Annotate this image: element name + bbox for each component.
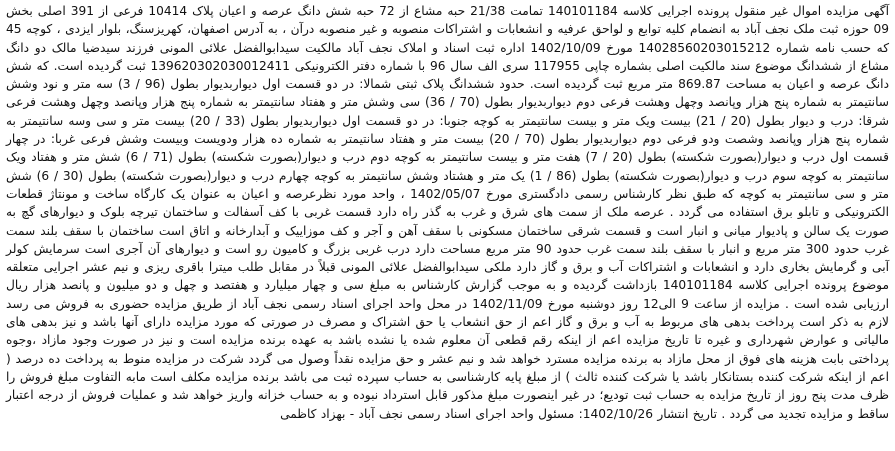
auction-notice-text: آگهی مزایده اموال غیر منقول پرونده اجرایی کلاسه 140101184 تمامت 21/38 حبه مشاع از 72 حبه شش دانگ عرصه و اعیان پلاک 10414 فرعی از 391 اصلی بخش 09 حوزه ثبت ملک نجف آباد به انضمام کلیه توابع و لواحق عرفیه و انشعابات و اشتراکات منصوبه و غیر منصوبه درآن ، به آدرس اصفهان، کهریزسنگ، بلوار ایزدی ، کوچه 45 که حسب نامه شماره 14028560203015212 مورخ 1402/10/09 اداره ثبت اسناد و املاک نجف آباد مالکیت سیدابوالفضل علائی المونی فرزند سیدضیا مالک دو دانگ مشاع از ششدانگ موضوع سند مالکیت اصلی بشماره چاپی 117955 سری الف سال 96 با شماره دفتر الکترونیکی 139620302030012411 ثبت گردیده است. که شش دانگ عرصه و اعیان به مساحت 869.87 متر مربع ثبت گردیده است. حدود ششدانگ پلاک ثبتی شمالا: در دو قسمت اول دیواربدیوار بطول (96 / 3) سه متر و نود وشش سانتیمتر به شماره پنج هزار وپانصد وچهل وهشت فرعی دوم دیواربدیوار بطول (70 / 36) سی وشش متر و هفتاد سانتیمتر به شماره پنج هزار وپانصد وچهل وهشت فرعی شرقا: درب و دیوار بطول (20 / 21) بیست ویک متر و بیست سانتیمتر به کوچه جنوبا: در دو قسمت اول دیواربدیوار بطول (33 / 20) بیست متر و سی وسه سانتیمتر به شماره پنج هزار وپانصد وشصت ودو فرعی دوم دیواربدیوار بطول (70 / 20) بیست متر و هفتاد سانتیمتر به شماره ده هزار ودویست وبیست وشش فرعی غربا: در چهار قسمت اول درب و دیوار(بصورت شکسته) بطول (20 / 7) هفت متر و بیست سانتیمتر به کوچه دوم درب و دیوار(بصورت شکسته) بطول (71 / 6) شش متر و هفتاد ویک سانتیمتر به کوچه سوم درب و دیوار(بصورت شکسته) بطول (86 / 1) یک متر و هشتاد وشش سانتیمتر به کوچه چهارم درب و دیوار(بصورت شکسته) بطول (30 / 6) شش متر و سی سانتیمتر به کوچه که طبق نظر کارشناس رسمی دادگستری مورخ 1402/05/07 ، واحد مورد نظرعرصه و اعیان به عنوان یک کارگاه ساخت و مونتاژ قطعات الکترونیکی و تابلو برق استفاده می گردد . عرصه ملک از سمت های شرق و غرب به گذر راه دارد قسمت غربی با کف آسفالت و ساختمان تیرچه بلوک و دیوارهای گچ به صورت یک سالن و پادیوار میانی و انبار است و قسمت شرقی ساختمان مسکونی با سقف آهن و آجر و کف موزاییک و آبدارخانه و اتاق است ساختمان با سقف بلند سمت غرب حدود 300 متر مربع و انبار با سقف بلند سمت غرب حدود 90 متر مربع مساحت دارد درب غربی بزرگ و کامیون رو است و دیوارهای آن آجری است سرمایش کولر آبی و گرمایش بخاری دارد و انشعابات و اشتراکات آب و برق و گاز دارد ملکی سیدابوالفضل علائی المونی قبلاً در مقابل طلب میترا باقری ریزی و نیم عشر اجرایی متعلقه موضوع پرونده اجرایی کلاسه 140101184 بازداشت گردیده و به موجب گزارش کارشناس به مبلغ سی و چهار میلیارد و هفتصد و چهل و دو میلیون و پانصد هزار ریال ارزیابی شده است . مزایده از ساعت 9 الی12 روز دوشنبه مورخ 1402/11/09 در محل واحد اجرای اسناد رسمی نجف آباد از طریق مزایده حضوری به فروش می رسد لازم به ذکر است پرداخت بدهی های مربوط به آب و برق و گاز اعم از حق انشعاب یا حق اشتراک و مصرف در صورتی که مورد مزایده دارای آنها باشد و نیز بدهی های مالیاتی و عوارض شهرداری و غیره تا تاریخ مزایده اعم از اینکه رقم قطعی آن معلوم شده یا نشده باشد به عهده برنده مزایده است و نیز در صورت وجود مازاد ،وجوه پرداختی بابت هزینه های فوق از محل مازاد به برنده مزایده مسترد خواهد شد و نیم عشر و حق مزایده نقداً وصول می گردد شرکت در مزایده منوط به پرداخت ده درصد ( اعم از اینکه شرکت کننده بستانکار باشد یا شرکت کننده ثالث ) از مبلغ پایه کارشناسی به حساب سپرده ثبت می باشد برنده مزایده مکلف است مابه التفاوت مبلغ فروش را ظرف مدت پنج روز از تاریخ مزایده به حساب ثبت تودیع؛ در غیر اینصورت مبلغ مذکور قابل استرداد نبوده و به حساب خزانه واریز خواهد شد و عملیات فروش از درجه اعتبار ساقط و مزایده تجدید می گردد . تاریخ انتشار 1402/10/26: مسئول واحد اجرای اسناد رسمی نجف آباد - بهزاد کاظمی — [6, 4, 890, 421]
